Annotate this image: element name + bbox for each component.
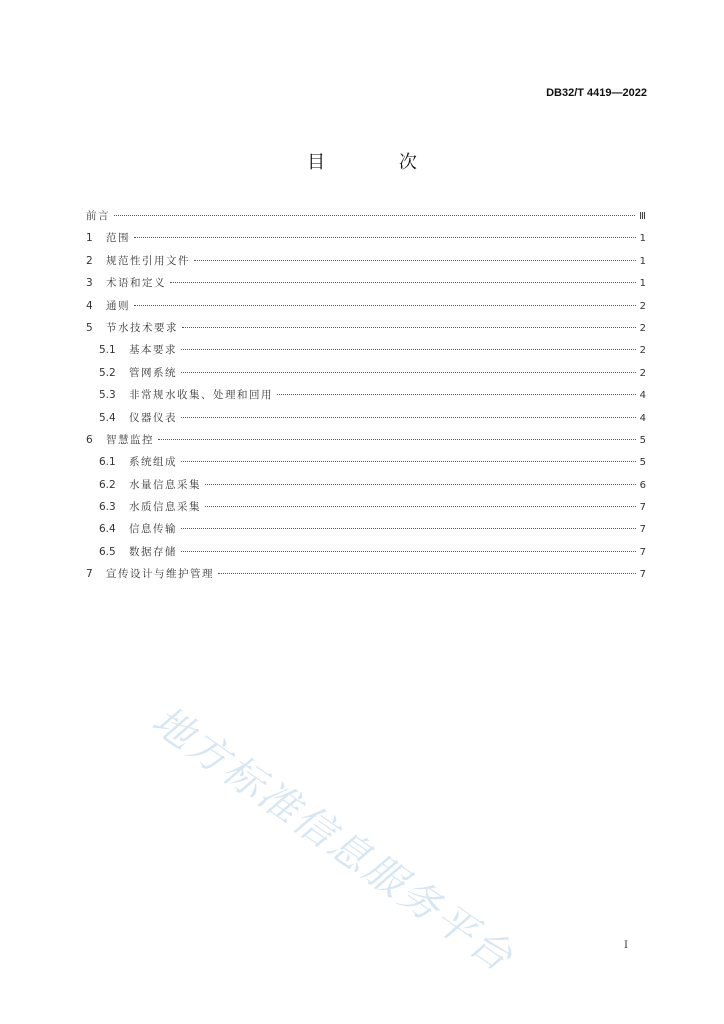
toc-entry-page: 7: [639, 502, 646, 514]
toc-entry[interactable]: [86, 407, 646, 429]
watermark: 地方标准信息服务平台: [143, 697, 523, 982]
page-title: 目 次: [307, 152, 451, 173]
toc-entry-page: 6: [639, 479, 646, 491]
toc-entry-title: 宣传设计与维护管理: [106, 568, 214, 581]
toc-entry[interactable]: [86, 451, 646, 473]
toc-entry-number: 5.1: [99, 344, 116, 357]
toc-leader-dots: [134, 237, 636, 238]
toc-entry-page: Ⅲ: [639, 211, 646, 222]
toc-leader-dots: [205, 484, 636, 485]
toc-entry[interactable]: [86, 317, 646, 339]
toc-entry-title: 管网系统: [129, 366, 177, 379]
toc-entry-page: 1: [639, 233, 646, 245]
toc-leader-dots: [277, 394, 636, 395]
toc-entry-title: 规范性引用文件: [106, 254, 190, 267]
toc-leader-dots: [182, 327, 636, 328]
toc-entry-number: 6.5: [99, 545, 116, 558]
document-code: DB32/T 4419—2022: [546, 87, 647, 99]
toc-entry-page: 7: [639, 546, 646, 558]
toc-entry-title: 非常规水收集、处理和回用: [129, 389, 273, 402]
toc-entry-number: 6.3: [99, 501, 116, 514]
toc-leader-dots: [181, 372, 636, 373]
toc-leader-dots: [194, 260, 636, 261]
toc-entry-title: 数据存储: [129, 545, 177, 558]
toc-entry-title: 系统组成: [129, 456, 177, 469]
toc-entry[interactable]: [86, 429, 646, 451]
toc-entry[interactable]: [86, 205, 646, 227]
toc-entry-title: 水质信息采集: [129, 501, 201, 514]
toc-entry-number: 6.4: [99, 523, 116, 536]
toc-entry-title: 仪器仪表: [129, 411, 177, 424]
toc-entry-page: 2: [639, 300, 646, 312]
table-of-contents: [86, 205, 646, 586]
page-number: I: [624, 940, 628, 951]
toc-entry[interactable]: [86, 362, 646, 384]
toc-entry-page: 4: [639, 412, 646, 424]
toc-leader-dots: [134, 305, 636, 306]
toc-entry-title: 智慧监控: [106, 433, 154, 446]
toc-entry-title: 信息传输: [129, 523, 177, 536]
toc-entry-page: 2: [639, 322, 646, 334]
toc-leader-dots: [181, 461, 636, 462]
toc-entry-title: 基本要求: [129, 344, 177, 357]
toc-entry[interactable]: [86, 272, 646, 294]
toc-entry-number: 6.1: [99, 456, 116, 469]
toc-leader-dots: [114, 215, 635, 216]
toc-entry[interactable]: [86, 518, 646, 540]
toc-entry-number: 1: [86, 232, 93, 245]
toc-entry-number: 6.2: [99, 478, 116, 491]
toc-entry-number: 3: [86, 277, 93, 290]
toc-leader-dots: [218, 573, 636, 574]
toc-entry[interactable]: [86, 496, 646, 518]
toc-entry-page: 2: [639, 367, 646, 379]
toc-entry[interactable]: [86, 384, 646, 406]
toc-entry-title: 通则: [106, 299, 130, 312]
toc-entry-page: 1: [639, 278, 646, 290]
toc-entry[interactable]: [86, 474, 646, 496]
toc-entry-number: 5.2: [99, 366, 116, 379]
toc-entry-number: 4: [86, 299, 93, 312]
toc-entry[interactable]: [86, 250, 646, 272]
toc-entry-page: 1: [639, 255, 646, 267]
toc-leader-dots: [181, 551, 636, 552]
toc-leader-dots: [205, 506, 636, 507]
toc-leader-dots: [181, 417, 636, 418]
toc-entry-title: 范围: [106, 232, 130, 245]
toc-entry-number: 7: [86, 568, 93, 581]
toc-entry[interactable]: [86, 339, 646, 361]
toc-entry-page: 2: [639, 345, 646, 357]
toc-entry-title: 水量信息采集: [129, 478, 201, 491]
toc-leader-dots: [170, 282, 636, 283]
toc-entry[interactable]: [86, 563, 646, 585]
toc-entry-number: 5.3: [99, 389, 116, 402]
toc-leader-dots: [158, 439, 636, 440]
toc-entry[interactable]: [86, 295, 646, 317]
toc-entry-page: 4: [639, 390, 646, 402]
toc-entry-title: 术语和定义: [106, 277, 166, 290]
toc-leader-dots: [181, 349, 636, 350]
toc-entry-title: 前言: [86, 210, 110, 222]
toc-entry[interactable]: [86, 541, 646, 563]
toc-entry-title: 节水技术要求: [106, 321, 178, 334]
toc-entry-page: 5: [639, 457, 646, 469]
toc-entry[interactable]: [86, 227, 646, 249]
toc-entry-page: 7: [639, 524, 646, 536]
toc-entry-number: 6: [86, 433, 93, 446]
toc-leader-dots: [181, 528, 636, 529]
toc-entry-number: 5.4: [99, 411, 116, 424]
toc-entry-page: 7: [639, 569, 646, 581]
toc-entry-number: 5: [86, 321, 93, 334]
toc-entry-number: 2: [86, 254, 93, 267]
toc-entry-page: 5: [639, 434, 646, 446]
